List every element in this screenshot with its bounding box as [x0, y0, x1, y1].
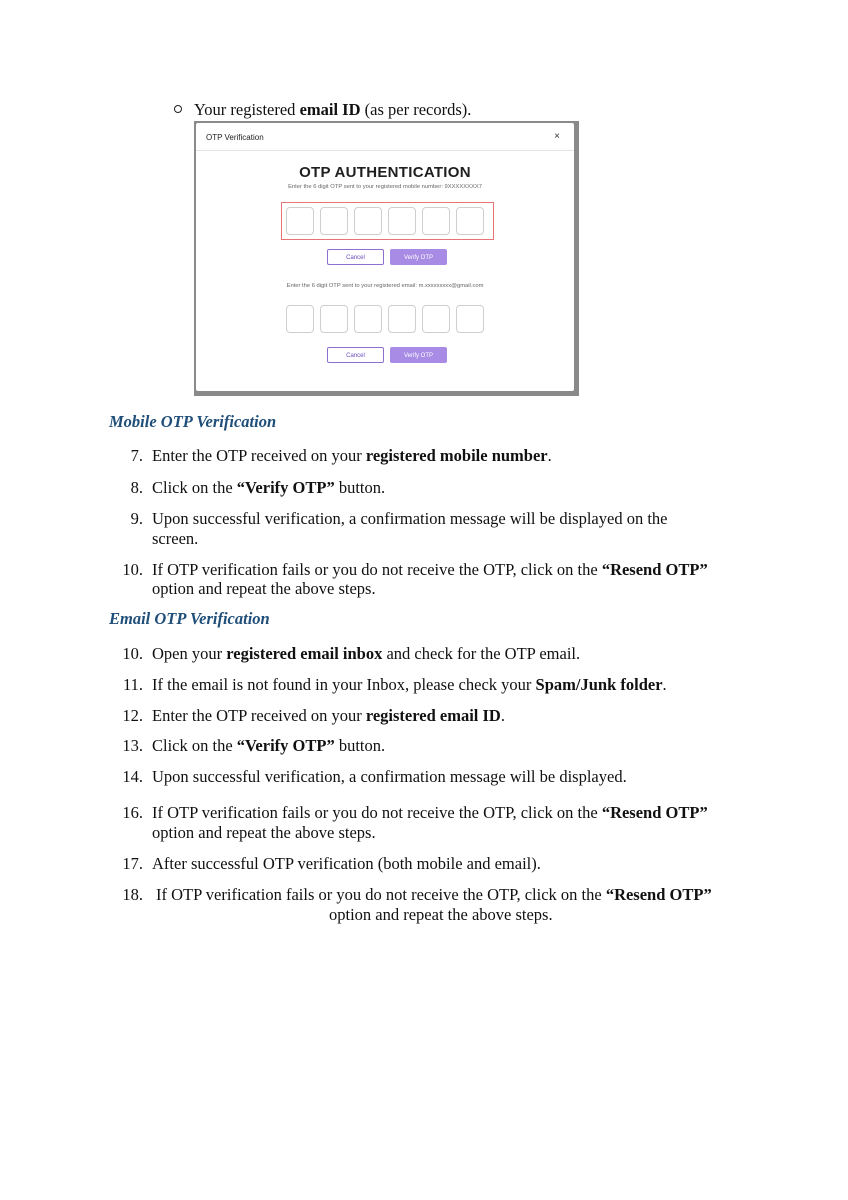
otp-heading: OTP AUTHENTICATION — [299, 164, 471, 181]
email-otp-digit-2[interactable] — [320, 305, 348, 333]
list-item: Click on the “Verify OTP” button. — [152, 736, 386, 755]
list-number: 8. — [130, 478, 143, 497]
email-cancel-button[interactable]: Cancel — [327, 347, 384, 363]
email-verify-otp-button[interactable]: Verify OTP — [390, 347, 447, 363]
list-item-continued: option and repeat the above steps. — [329, 905, 553, 924]
mobile-otp-digit-4[interactable] — [388, 207, 416, 235]
list-item: If OTP verification fails or you do not receive the OTP, click on the “Resend OTP” — [152, 803, 708, 822]
list-item: Upon successful verification, a confirmation message will be displayed. — [152, 767, 627, 786]
list-item-continued: option and repeat the above steps. — [152, 579, 376, 598]
mobile-verify-otp-button[interactable]: Verify OTP — [390, 249, 447, 265]
mobile-otp-heading: Mobile OTP Verification — [109, 412, 277, 431]
mobile-otp-digit-3[interactable] — [354, 207, 382, 235]
list-item: After successful OTP verification (both mobile and email). — [152, 854, 541, 873]
email-otp-digit-4[interactable] — [388, 305, 416, 333]
list-item: If OTP verification fails or you do not receive the OTP, click on the “Resend OTP” — [156, 885, 712, 904]
list-item-continued: option and repeat the above steps. — [152, 823, 376, 842]
mobile-otp-digit-6[interactable] — [456, 207, 484, 235]
otp-dialog — [196, 123, 574, 391]
mobile-otp-digit-2[interactable] — [320, 207, 348, 235]
mobile-otp-prompt: Enter the 6 digit OTP sent to your registered mobile number: 9XXXXXXXX7 — [288, 184, 482, 190]
mobile-cancel-button[interactable]: Cancel — [327, 249, 384, 265]
mobile-otp-digit-5[interactable] — [422, 207, 450, 235]
email-otp-digit-6[interactable] — [456, 305, 484, 333]
list-item: Enter the OTP received on your registered email ID. — [152, 706, 505, 725]
dialog-divider — [196, 150, 574, 151]
list-item: Click on the “Verify OTP” button. — [152, 478, 386, 497]
list-number: 11. — [122, 675, 143, 694]
list-number: 14. — [122, 767, 143, 786]
email-otp-digit-3[interactable] — [354, 305, 382, 333]
otp-screenshot — [194, 121, 579, 396]
list-number: 12. — [122, 706, 143, 725]
list-number: 18. — [122, 885, 143, 904]
list-item: If OTP verification fails or you do not receive the OTP, click on the “Resend OTP” — [152, 560, 708, 579]
list-number: 13. — [122, 736, 143, 755]
list-number: 10. — [122, 560, 143, 579]
mobile-otp-digit-1[interactable] — [286, 207, 314, 235]
intro-line: Your registered email ID (as per records). — [194, 100, 472, 119]
list-number: 7. — [130, 446, 143, 465]
list-number: 16. — [122, 803, 143, 822]
list-item: If the email is not found in your Inbox, please check your Spam/Junk folder. — [152, 675, 667, 694]
list-item: Enter the OTP received on your registered mobile number. — [152, 446, 552, 465]
email-otp-inputs — [286, 305, 484, 333]
list-number: 17. — [122, 854, 143, 873]
list-number: 9. — [130, 509, 143, 528]
list-item-continued: screen. — [152, 529, 199, 548]
list-number: 10. — [122, 644, 143, 663]
mobile-otp-inputs — [286, 207, 484, 235]
dialog-title: OTP Verification — [206, 133, 264, 142]
email-otp-heading: Email OTP Verification — [109, 609, 270, 628]
email-otp-digit-5[interactable] — [422, 305, 450, 333]
email-otp-digit-1[interactable] — [286, 305, 314, 333]
close-icon[interactable]: × — [554, 131, 560, 142]
bullet-icon — [174, 105, 182, 113]
email-otp-prompt: Enter the 6 digit OTP sent to your registered email: m.xxxxxxxxx@gmail.com — [286, 283, 484, 289]
list-item: Open your registered email inbox and check for the OTP email. — [152, 644, 581, 663]
list-item: Upon successful verification, a confirmation message will be displayed on the — [152, 509, 668, 528]
